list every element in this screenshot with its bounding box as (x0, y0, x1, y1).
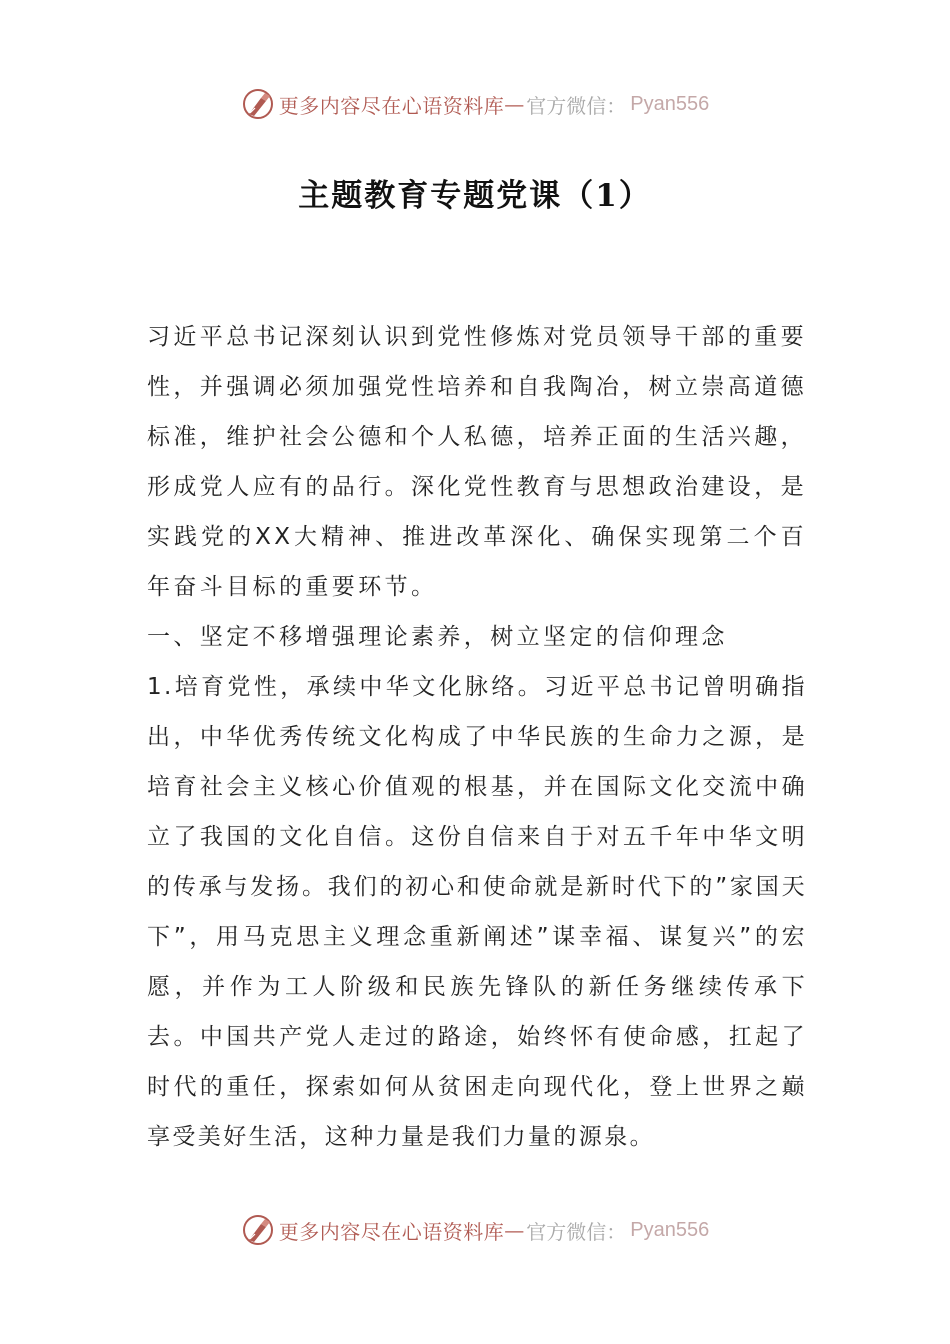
body-paragraph: 1.培育党性，承续中华文化脉络。习近平总书记曾明确指出，中华优秀传统文化构成了中华民族的生命力之源，是培育社会主义核心价值观的根基，并在国际文化交流中确立了我国的文化自信。这份自信来自于对五千年中华文明的传承与发扬。我们的初心和使命就是新时代下的”家国天下”，用马克思主义理念重新阐述”谋幸福、谋复兴”的宏愿，并作为工人阶级和民族先锋队的新任务继续传承下去。中国共产党人走过的路途，始终怀有使命感，扛起了时代的重任，探索如何从贫困走向现代化，登上世界之巅享受美好生活，这种力量是我们力量的源泉。 (147, 674, 807, 1150)
footer-banner (0, 1210, 950, 1250)
section-heading: 一、坚定不移增强理论素养，树立坚定的信仰理念 (147, 624, 728, 650)
intro-paragraph: 习近平总书记深刻认识到党性修炼对党员领导干部的重要性，并强调必须加强党性培养和自我陶冶，树立崇高道德标准，维护社会公德和个人私德，培养正面的生活兴趣，形成党人应有的品行。深化党性教育与思想政治建设，是实践党的XX大精神、推进改革深化、确保实现第二个百年奋斗目标的重要环节。 (147, 324, 807, 600)
banner-separator: — (504, 1218, 525, 1242)
banner-contact-value: Pyan556 (630, 92, 710, 115)
header-banner (0, 84, 950, 124)
document-body (147, 312, 807, 1162)
banner-separator: — (504, 92, 525, 116)
document-title: 主题教育专题党课（1） (298, 178, 652, 214)
pen-nib-logo-icon (241, 87, 275, 121)
banner-brand-text: 更多内容尽在心语资料库 (278, 1219, 505, 1244)
banner-contact-value: Pyan556 (630, 1218, 710, 1241)
banner-contact-label: 官方微信： (526, 1219, 627, 1244)
banner-brand-text: 更多内容尽在心语资料库 (278, 93, 505, 118)
banner-contact-label: 官方微信： (526, 93, 627, 118)
pen-nib-logo-icon (241, 1213, 275, 1247)
